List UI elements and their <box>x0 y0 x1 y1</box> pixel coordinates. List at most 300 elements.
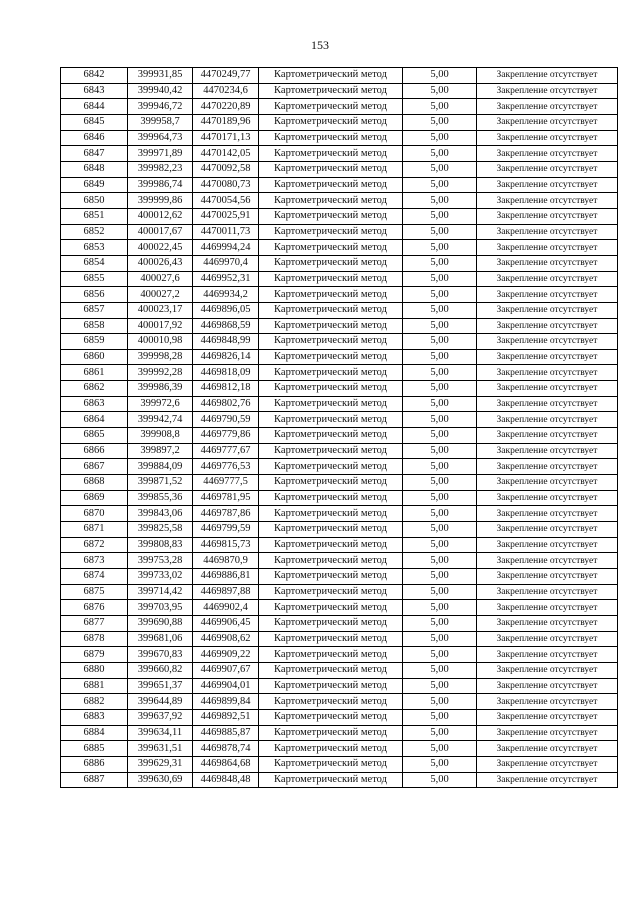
fixation-cell: Закрепление отсутствует <box>477 334 618 350</box>
method-cell: Картометрический метод <box>259 255 403 271</box>
point-number-cell: 6883 <box>61 709 128 725</box>
x-coordinate-cell: 399972,6 <box>128 396 193 412</box>
accuracy-cell: 5,00 <box>403 475 477 491</box>
fixation-cell: Закрепление отсутствует <box>477 255 618 271</box>
method-cell: Картометрический метод <box>259 772 403 788</box>
y-coordinate-cell: 4469907,67 <box>193 662 259 678</box>
x-coordinate-cell: 400022,45 <box>128 240 193 256</box>
fixation-cell: Закрепление отсутствует <box>477 146 618 162</box>
coordinates-table-container <box>60 67 617 788</box>
y-coordinate-cell: 4469952,31 <box>193 271 259 287</box>
point-number-cell: 6885 <box>61 741 128 757</box>
table-row <box>61 349 618 365</box>
x-coordinate-cell: 399644,89 <box>128 694 193 710</box>
fixation-cell: Закрепление отсутствует <box>477 569 618 585</box>
point-number-cell: 6855 <box>61 271 128 287</box>
point-number-cell: 6875 <box>61 584 128 600</box>
y-coordinate-cell: 4470080,73 <box>193 177 259 193</box>
point-number-cell: 6878 <box>61 631 128 647</box>
x-coordinate-cell: 400027,6 <box>128 271 193 287</box>
y-coordinate-cell: 4469799,59 <box>193 522 259 538</box>
point-number-cell: 6850 <box>61 193 128 209</box>
point-number-cell: 6853 <box>61 240 128 256</box>
method-cell: Картометрический метод <box>259 678 403 694</box>
y-coordinate-cell: 4469970,4 <box>193 255 259 271</box>
fixation-cell: Закрепление отсутствует <box>477 725 618 741</box>
fixation-cell: Закрепление отсутствует <box>477 443 618 459</box>
fixation-cell: Закрепление отсутствует <box>477 459 618 475</box>
y-coordinate-cell: 4469815,73 <box>193 537 259 553</box>
fixation-cell: Закрепление отсутствует <box>477 475 618 491</box>
table-row <box>61 208 618 224</box>
method-cell: Картометрический метод <box>259 412 403 428</box>
x-coordinate-cell: 399733,02 <box>128 569 193 585</box>
table-row <box>61 600 618 616</box>
accuracy-cell: 5,00 <box>403 255 477 271</box>
x-coordinate-cell: 399940,42 <box>128 83 193 99</box>
fixation-cell: Закрепление отсутствует <box>477 584 618 600</box>
y-coordinate-cell: 4469779,86 <box>193 428 259 444</box>
method-cell: Картометрический метод <box>259 600 403 616</box>
table-row <box>61 68 618 84</box>
method-cell: Картометрический метод <box>259 224 403 240</box>
y-coordinate-cell: 4469826,14 <box>193 349 259 365</box>
table-row <box>61 553 618 569</box>
method-cell: Картометрический метод <box>259 584 403 600</box>
fixation-cell: Закрепление отсутствует <box>477 224 618 240</box>
table-row <box>61 114 618 130</box>
accuracy-cell: 5,00 <box>403 271 477 287</box>
method-cell: Картометрический метод <box>259 287 403 303</box>
method-cell: Картометрический метод <box>259 83 403 99</box>
accuracy-cell: 5,00 <box>403 365 477 381</box>
accuracy-cell: 5,00 <box>403 99 477 115</box>
fixation-cell: Закрепление отсутствует <box>477 522 618 538</box>
point-number-cell: 6884 <box>61 725 128 741</box>
table-row <box>61 99 618 115</box>
fixation-cell: Закрепление отсутствует <box>477 678 618 694</box>
method-cell: Картометрический метод <box>259 475 403 491</box>
method-cell: Картометрический метод <box>259 396 403 412</box>
point-number-cell: 6879 <box>61 647 128 663</box>
table-row <box>61 662 618 678</box>
x-coordinate-cell: 399690,88 <box>128 615 193 631</box>
table-row <box>61 537 618 553</box>
accuracy-cell: 5,00 <box>403 287 477 303</box>
table-row <box>61 287 618 303</box>
accuracy-cell: 5,00 <box>403 600 477 616</box>
fixation-cell: Закрепление отсутствует <box>477 709 618 725</box>
table-row <box>61 741 618 757</box>
accuracy-cell: 5,00 <box>403 506 477 522</box>
point-number-cell: 6854 <box>61 255 128 271</box>
point-number-cell: 6865 <box>61 428 128 444</box>
fixation-cell: Закрепление отсутствует <box>477 271 618 287</box>
method-cell: Картометрический метод <box>259 553 403 569</box>
fixation-cell: Закрепление отсутствует <box>477 208 618 224</box>
x-coordinate-cell: 399651,37 <box>128 678 193 694</box>
point-number-cell: 6858 <box>61 318 128 334</box>
fixation-cell: Закрепление отсутствует <box>477 537 618 553</box>
page-number: 153 <box>311 38 329 52</box>
point-number-cell: 6842 <box>61 68 128 84</box>
accuracy-cell: 5,00 <box>403 584 477 600</box>
fixation-cell: Закрепление отсутствует <box>477 615 618 631</box>
y-coordinate-cell: 4469896,05 <box>193 302 259 318</box>
y-coordinate-cell: 4469870,9 <box>193 553 259 569</box>
fixation-cell: Закрепление отсутствует <box>477 381 618 397</box>
fixation-cell: Закрепление отсутствует <box>477 177 618 193</box>
x-coordinate-cell: 399931,85 <box>128 68 193 84</box>
point-number-cell: 6876 <box>61 600 128 616</box>
point-number-cell: 6851 <box>61 208 128 224</box>
accuracy-cell: 5,00 <box>403 490 477 506</box>
x-coordinate-cell: 399971,89 <box>128 146 193 162</box>
fixation-cell: Закрепление отсутствует <box>477 662 618 678</box>
table-row <box>61 631 618 647</box>
table-row <box>61 475 618 491</box>
accuracy-cell: 5,00 <box>403 302 477 318</box>
accuracy-cell: 5,00 <box>403 772 477 788</box>
method-cell: Картометрический метод <box>259 647 403 663</box>
table-row <box>61 318 618 334</box>
y-coordinate-cell: 4469878,74 <box>193 741 259 757</box>
table-row <box>61 694 618 710</box>
y-coordinate-cell: 4469934,2 <box>193 287 259 303</box>
accuracy-cell: 5,00 <box>403 224 477 240</box>
x-coordinate-cell: 399670,83 <box>128 647 193 663</box>
table-row <box>61 177 618 193</box>
table-row <box>61 240 618 256</box>
x-coordinate-cell: 399897,2 <box>128 443 193 459</box>
point-number-cell: 6870 <box>61 506 128 522</box>
method-cell: Картометрический метод <box>259 537 403 553</box>
point-number-cell: 6881 <box>61 678 128 694</box>
y-coordinate-cell: 4469868,59 <box>193 318 259 334</box>
table-row <box>61 647 618 663</box>
accuracy-cell: 5,00 <box>403 537 477 553</box>
x-coordinate-cell: 400017,92 <box>128 318 193 334</box>
fixation-cell: Закрепление отсутствует <box>477 349 618 365</box>
x-coordinate-cell: 399825,58 <box>128 522 193 538</box>
method-cell: Картометрический метод <box>259 302 403 318</box>
method-cell: Картометрический метод <box>259 99 403 115</box>
table-row <box>61 443 618 459</box>
accuracy-cell: 5,00 <box>403 522 477 538</box>
table-row <box>61 725 618 741</box>
y-coordinate-cell: 4470220,89 <box>193 99 259 115</box>
table-row <box>61 83 618 99</box>
y-coordinate-cell: 4469897,88 <box>193 584 259 600</box>
accuracy-cell: 5,00 <box>403 662 477 678</box>
point-number-cell: 6877 <box>61 615 128 631</box>
y-coordinate-cell: 4469904,01 <box>193 678 259 694</box>
accuracy-cell: 5,00 <box>403 443 477 459</box>
point-number-cell: 6880 <box>61 662 128 678</box>
method-cell: Картометрический метод <box>259 490 403 506</box>
table-row <box>61 396 618 412</box>
accuracy-cell: 5,00 <box>403 459 477 475</box>
table-row <box>61 302 618 318</box>
x-coordinate-cell: 400026,43 <box>128 255 193 271</box>
y-coordinate-cell: 4469899,84 <box>193 694 259 710</box>
fixation-cell: Закрепление отсутствует <box>477 396 618 412</box>
x-coordinate-cell: 399884,09 <box>128 459 193 475</box>
accuracy-cell: 5,00 <box>403 177 477 193</box>
accuracy-cell: 5,00 <box>403 381 477 397</box>
x-coordinate-cell: 399637,92 <box>128 709 193 725</box>
point-number-cell: 6873 <box>61 553 128 569</box>
point-number-cell: 6886 <box>61 756 128 772</box>
table-row <box>61 193 618 209</box>
accuracy-cell: 5,00 <box>403 756 477 772</box>
table-row <box>61 271 618 287</box>
x-coordinate-cell: 399871,52 <box>128 475 193 491</box>
table-row <box>61 615 618 631</box>
y-coordinate-cell: 4470011,73 <box>193 224 259 240</box>
point-number-cell: 6861 <box>61 365 128 381</box>
method-cell: Картометрический метод <box>259 240 403 256</box>
method-cell: Картометрический метод <box>259 114 403 130</box>
x-coordinate-cell: 400023,17 <box>128 302 193 318</box>
method-cell: Картометрический метод <box>259 709 403 725</box>
table-body <box>61 68 618 788</box>
point-number-cell: 6882 <box>61 694 128 710</box>
method-cell: Картометрический метод <box>259 428 403 444</box>
y-coordinate-cell: 4469781,95 <box>193 490 259 506</box>
y-coordinate-cell: 4469777,67 <box>193 443 259 459</box>
table-row <box>61 584 618 600</box>
accuracy-cell: 5,00 <box>403 725 477 741</box>
method-cell: Картометрический метод <box>259 459 403 475</box>
accuracy-cell: 5,00 <box>403 569 477 585</box>
point-number-cell: 6849 <box>61 177 128 193</box>
point-number-cell: 6844 <box>61 99 128 115</box>
table-row <box>61 365 618 381</box>
x-coordinate-cell: 400017,67 <box>128 224 193 240</box>
y-coordinate-cell: 4469776,53 <box>193 459 259 475</box>
fixation-cell: Закрепление отсутствует <box>477 741 618 757</box>
table-row <box>61 161 618 177</box>
table-row <box>61 756 618 772</box>
x-coordinate-cell: 399998,28 <box>128 349 193 365</box>
fixation-cell: Закрепление отсутствует <box>477 287 618 303</box>
method-cell: Картометрический метод <box>259 68 403 84</box>
x-coordinate-cell: 400010,98 <box>128 334 193 350</box>
method-cell: Картометрический метод <box>259 130 403 146</box>
fixation-cell: Закрепление отсутствует <box>477 694 618 710</box>
fixation-cell: Закрепление отсутствует <box>477 114 618 130</box>
y-coordinate-cell: 4469812,18 <box>193 381 259 397</box>
table-row <box>61 146 618 162</box>
y-coordinate-cell: 4469864,68 <box>193 756 259 772</box>
fixation-cell: Закрепление отсутствует <box>477 412 618 428</box>
fixation-cell: Закрепление отсутствует <box>477 240 618 256</box>
fixation-cell: Закрепление отсутствует <box>477 318 618 334</box>
x-coordinate-cell: 399629,31 <box>128 756 193 772</box>
y-coordinate-cell: 4470092,58 <box>193 161 259 177</box>
accuracy-cell: 5,00 <box>403 678 477 694</box>
point-number-cell: 6857 <box>61 302 128 318</box>
x-coordinate-cell: 399942,74 <box>128 412 193 428</box>
method-cell: Картометрический метод <box>259 381 403 397</box>
fixation-cell: Закрепление отсутствует <box>477 631 618 647</box>
method-cell: Картометрический метод <box>259 631 403 647</box>
x-coordinate-cell: 399982,23 <box>128 161 193 177</box>
accuracy-cell: 5,00 <box>403 694 477 710</box>
y-coordinate-cell: 4469994,24 <box>193 240 259 256</box>
x-coordinate-cell: 399660,82 <box>128 662 193 678</box>
method-cell: Картометрический метод <box>259 756 403 772</box>
accuracy-cell: 5,00 <box>403 130 477 146</box>
accuracy-cell: 5,00 <box>403 161 477 177</box>
method-cell: Картометрический метод <box>259 318 403 334</box>
y-coordinate-cell: 4470189,96 <box>193 114 259 130</box>
table-row <box>61 381 618 397</box>
y-coordinate-cell: 4469886,81 <box>193 569 259 585</box>
accuracy-cell: 5,00 <box>403 68 477 84</box>
method-cell: Картометрический метод <box>259 615 403 631</box>
point-number-cell: 6852 <box>61 224 128 240</box>
method-cell: Картометрический метод <box>259 694 403 710</box>
point-number-cell: 6843 <box>61 83 128 99</box>
table-row <box>61 772 618 788</box>
x-coordinate-cell: 399999,86 <box>128 193 193 209</box>
point-number-cell: 6862 <box>61 381 128 397</box>
method-cell: Картометрический метод <box>259 741 403 757</box>
table-row <box>61 255 618 271</box>
x-coordinate-cell: 399808,83 <box>128 537 193 553</box>
table-row <box>61 224 618 240</box>
method-cell: Картометрический метод <box>259 161 403 177</box>
x-coordinate-cell: 399946,72 <box>128 99 193 115</box>
fixation-cell: Закрепление отсутствует <box>477 553 618 569</box>
y-coordinate-cell: 4470142,05 <box>193 146 259 162</box>
point-number-cell: 6864 <box>61 412 128 428</box>
y-coordinate-cell: 4469818,09 <box>193 365 259 381</box>
x-coordinate-cell: 399908,8 <box>128 428 193 444</box>
accuracy-cell: 5,00 <box>403 240 477 256</box>
y-coordinate-cell: 4469885,87 <box>193 725 259 741</box>
y-coordinate-cell: 4469848,99 <box>193 334 259 350</box>
table-row <box>61 459 618 475</box>
point-number-cell: 6845 <box>61 114 128 130</box>
y-coordinate-cell: 4469902,4 <box>193 600 259 616</box>
point-number-cell: 6860 <box>61 349 128 365</box>
y-coordinate-cell: 4469909,22 <box>193 647 259 663</box>
y-coordinate-cell: 4470249,77 <box>193 68 259 84</box>
fixation-cell: Закрепление отсутствует <box>477 490 618 506</box>
table-row <box>61 506 618 522</box>
x-coordinate-cell: 400027,2 <box>128 287 193 303</box>
x-coordinate-cell: 399714,42 <box>128 584 193 600</box>
accuracy-cell: 5,00 <box>403 114 477 130</box>
table-row <box>61 334 618 350</box>
accuracy-cell: 5,00 <box>403 349 477 365</box>
method-cell: Картометрический метод <box>259 662 403 678</box>
point-number-cell: 6869 <box>61 490 128 506</box>
point-number-cell: 6874 <box>61 569 128 585</box>
accuracy-cell: 5,00 <box>403 334 477 350</box>
accuracy-cell: 5,00 <box>403 318 477 334</box>
fixation-cell: Закрепление отсутствует <box>477 68 618 84</box>
x-coordinate-cell: 399958,7 <box>128 114 193 130</box>
accuracy-cell: 5,00 <box>403 741 477 757</box>
y-coordinate-cell: 4469777,5 <box>193 475 259 491</box>
y-coordinate-cell: 4469787,86 <box>193 506 259 522</box>
point-number-cell: 6863 <box>61 396 128 412</box>
method-cell: Картометрический метод <box>259 349 403 365</box>
accuracy-cell: 5,00 <box>403 428 477 444</box>
fixation-cell: Закрепление отсутствует <box>477 647 618 663</box>
method-cell: Картометрический метод <box>259 271 403 287</box>
y-coordinate-cell: 4469906,45 <box>193 615 259 631</box>
method-cell: Картометрический метод <box>259 334 403 350</box>
fixation-cell: Закрепление отсутствует <box>477 756 618 772</box>
y-coordinate-cell: 4470234,6 <box>193 83 259 99</box>
table-row <box>61 709 618 725</box>
method-cell: Картометрический метод <box>259 177 403 193</box>
fixation-cell: Закрепление отсутствует <box>477 83 618 99</box>
accuracy-cell: 5,00 <box>403 83 477 99</box>
x-coordinate-cell: 399630,69 <box>128 772 193 788</box>
y-coordinate-cell: 4470054,56 <box>193 193 259 209</box>
table-row <box>61 412 618 428</box>
fixation-cell: Закрепление отсутствует <box>477 600 618 616</box>
x-coordinate-cell: 399753,28 <box>128 553 193 569</box>
y-coordinate-cell: 4470171,13 <box>193 130 259 146</box>
coordinates-table <box>60 67 618 788</box>
method-cell: Картометрический метод <box>259 208 403 224</box>
point-number-cell: 6868 <box>61 475 128 491</box>
method-cell: Картометрический метод <box>259 506 403 522</box>
fixation-cell: Закрепление отсутствует <box>477 506 618 522</box>
fixation-cell: Закрепление отсутствует <box>477 99 618 115</box>
y-coordinate-cell: 4469790,59 <box>193 412 259 428</box>
accuracy-cell: 5,00 <box>403 709 477 725</box>
point-number-cell: 6867 <box>61 459 128 475</box>
x-coordinate-cell: 399992,28 <box>128 365 193 381</box>
table-row <box>61 569 618 585</box>
accuracy-cell: 5,00 <box>403 631 477 647</box>
method-cell: Картометрический метод <box>259 522 403 538</box>
x-coordinate-cell: 399634,11 <box>128 725 193 741</box>
x-coordinate-cell: 399681,06 <box>128 631 193 647</box>
y-coordinate-cell: 4469802,76 <box>193 396 259 412</box>
point-number-cell: 6866 <box>61 443 128 459</box>
table-row <box>61 678 618 694</box>
fixation-cell: Закрепление отсутствует <box>477 428 618 444</box>
y-coordinate-cell: 4469908,62 <box>193 631 259 647</box>
accuracy-cell: 5,00 <box>403 412 477 428</box>
accuracy-cell: 5,00 <box>403 146 477 162</box>
x-coordinate-cell: 399703,95 <box>128 600 193 616</box>
point-number-cell: 6848 <box>61 161 128 177</box>
fixation-cell: Закрепление отсутствует <box>477 302 618 318</box>
method-cell: Картометрический метод <box>259 569 403 585</box>
fixation-cell: Закрепление отсутствует <box>477 161 618 177</box>
x-coordinate-cell: 399964,73 <box>128 130 193 146</box>
x-coordinate-cell: 400012,62 <box>128 208 193 224</box>
table-row <box>61 130 618 146</box>
x-coordinate-cell: 399855,36 <box>128 490 193 506</box>
table-row <box>61 490 618 506</box>
x-coordinate-cell: 399986,74 <box>128 177 193 193</box>
x-coordinate-cell: 399631,51 <box>128 741 193 757</box>
fixation-cell: Закрепление отсутствует <box>477 365 618 381</box>
point-number-cell: 6847 <box>61 146 128 162</box>
point-number-cell: 6859 <box>61 334 128 350</box>
